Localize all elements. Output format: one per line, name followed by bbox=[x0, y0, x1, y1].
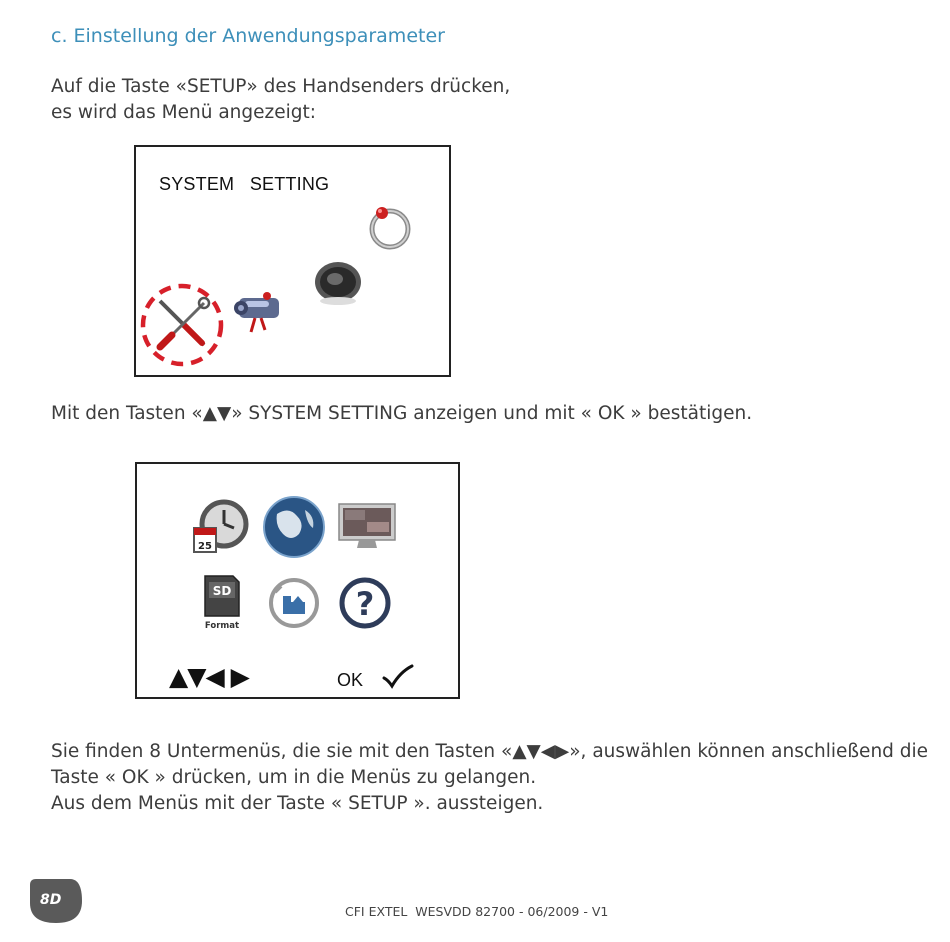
outro-line-1: Sie finden 8 Untermenüs, die sie mit den Tasten «▲▼◀▶», auswählen können anschließend die bbox=[51, 741, 929, 762]
submenu-screen bbox=[135, 462, 460, 699]
globe-icon[interactable] bbox=[261, 494, 327, 560]
camera-icon bbox=[231, 284, 289, 334]
system-setting-screen bbox=[134, 145, 451, 377]
sd-caption: Format bbox=[204, 621, 240, 631]
intro-line-1: Auf die Taste «SETUP» des Handsenders drücken, bbox=[51, 76, 511, 97]
section-title: c. Einstellung der Anwendungsparameter bbox=[51, 25, 445, 47]
speaker-icon bbox=[311, 255, 369, 309]
intro-paragraph bbox=[51, 74, 510, 126]
sd-label: SD bbox=[212, 584, 232, 598]
ok-label: OK bbox=[337, 670, 364, 690]
help-icon[interactable] bbox=[337, 574, 393, 632]
nav-arrows: ▲▼◀ ▶ bbox=[169, 662, 249, 691]
outro-line-2: Taste « OK » drücken, um in die Menüs zu gelangen. bbox=[51, 767, 537, 788]
instruction-text: Mit den Tasten «▲▼» SYSTEM SETTING anzeigen und mit « OK » bestätigen. bbox=[51, 403, 753, 424]
svg-text:?: ? bbox=[355, 585, 375, 623]
factory-reset-icon[interactable] bbox=[265, 574, 323, 632]
tools-icon[interactable] bbox=[138, 279, 226, 367]
page-number: 8D bbox=[40, 892, 62, 908]
screen-title: SYSTEM SETTING bbox=[159, 174, 330, 194]
outro-paragraph bbox=[51, 739, 928, 817]
power-ring-icon bbox=[364, 199, 416, 253]
sd-format-icon[interactable] bbox=[197, 574, 247, 632]
outro-line-3: Aus dem Menüs mit der Taste « SETUP ». aussteigen. bbox=[51, 793, 544, 814]
calendar-day: 25 bbox=[198, 541, 212, 552]
tv-screen-icon[interactable] bbox=[337, 500, 397, 556]
checkmark-icon bbox=[380, 662, 414, 690]
clock-calendar-icon[interactable] bbox=[190, 498, 250, 558]
intro-line-2: es wird das Menü angezeigt: bbox=[51, 102, 316, 123]
footer-text: CFI EXTEL WESVDD 82700 - 06/2009 - V1 bbox=[345, 904, 609, 919]
